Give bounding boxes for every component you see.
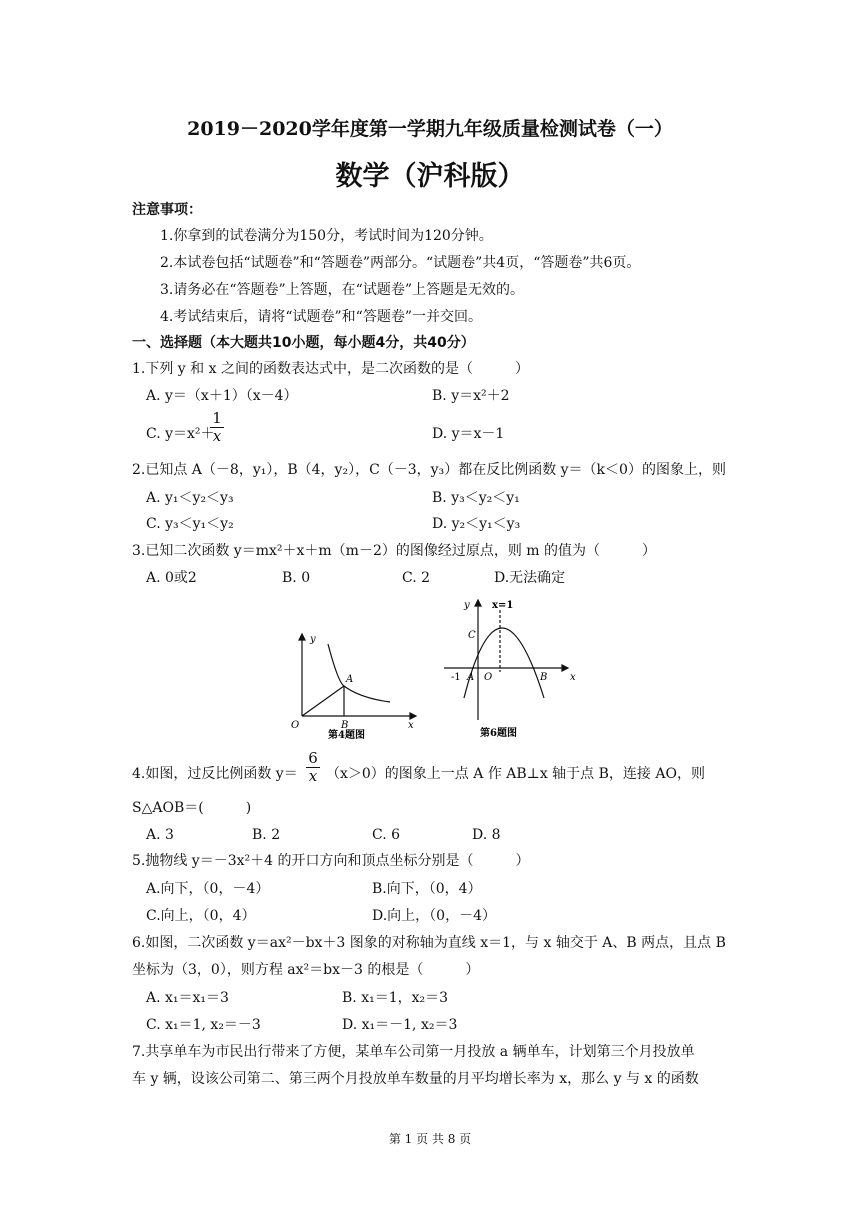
question-3-option-c: C. 2 [402,570,431,586]
question-6-option-d: D. x₁＝－1, x₂＝3 [342,1017,458,1033]
fraction-denominator: x [308,767,318,785]
question-4-option-b: B. 2 [252,827,281,843]
question-4-fraction [306,750,320,785]
exam-subject: 数学（沪科版） [335,161,525,192]
fig4-origin-label: O [291,720,300,731]
fraction-denominator: x [212,427,222,445]
fig4-caption: 第4题图 [328,730,365,740]
fig6-x-label: x [570,672,576,683]
question-2-stem: 2.已知点 A（－8，y₁），B（4，y₂），C（－3，y₃）都在反比例函数 y＝（k＜0）的图象上，则 [132,462,726,478]
question-6-stem-line2: 坐标为（3，0），则方程 ax²＝bx－3 的根是（ ） [132,962,480,978]
fig6-point-b-label: B [540,672,548,683]
fraction-numerator: 6 [306,750,320,768]
fig6-caption: 第6题图 [480,728,517,739]
question-3-stem: 3.已知二次函数 y＝mx²＋x＋m（m－2）的图像经过原点，则 m 的值为（ ） [132,543,657,559]
question-2-option-d: D. y₂＜y₁＜y₃ [432,516,521,532]
figure-6 [440,596,580,740]
fig6-y-arrow [475,600,481,606]
fig4-segment-ao [302,686,344,716]
section-heading: 一、选择题（本大题共10小题，每小题4分，共40分） [132,335,475,351]
fig4-y-arrow [299,634,305,640]
fig6-x-arrow [562,665,568,671]
notice-heading: 注意事项： [132,202,202,218]
question-4-stem-continued: （x＞0）的图象上一点 A 作 AB⊥x 轴于点 B，连接 AO，则 [326,766,705,782]
question-7-stem: 7.共享单车为市民出行带来了方便，某单车公司第一月投放 a 辆单车，计划第三个月投放单 [132,1044,695,1060]
exam-title: 2019－2020学年度第一学期九年级质量检测试卷（一） [187,118,673,140]
question-2-option-a: A. y₁＜y₂＜y₃ [146,490,234,506]
question-6-option-c: C. x₁＝1, x₂＝－3 [146,1017,261,1033]
question-1-fraction [210,410,224,445]
fig6-parabola [464,628,544,698]
question-1-option-c: C. y＝x²＋ [146,426,215,442]
fig4-point-a-label: A [346,674,354,685]
question-6-stem: 6.如图，二次函数 y＝ax²－bx＋3 图象的对称轴为直线 x＝1，与 x 轴交于 A、B 两点，且点 B [132,935,726,951]
question-4-option-c: C. 6 [372,827,401,843]
fig6-point-c-label: C [468,630,476,641]
question-7-stem-line2: 车 y 辆，设该公司第二、第三两个月投放单车数量的月平均增长率为 x，那么 y 与 x 的函数 [132,1071,699,1087]
question-4-stem-line2: S△AOB＝( ) [132,800,252,816]
fig4-point-b-label: B [341,720,349,731]
fraction-numerator: 1 [210,410,224,428]
question-5-stem: 5.抛物线 y＝－3x²＋4 的开口方向和顶点坐标分别是（ ） [132,853,530,869]
question-1-option-d: D. y＝x－1 [432,426,505,442]
question-4-option-a: A. 3 [146,827,174,843]
fig6-point-a-label: A [467,672,475,683]
fig6-neg1-label: -1 [451,672,461,683]
question-4-option-d: D. 8 [472,827,501,843]
question-3-option-d: D.无法确定 [494,570,566,586]
figure-4 [290,630,420,740]
question-2-option-c: C. y₃＜y₁＜y₂ [146,516,234,532]
question-5-option-d: D.向上，（0，－4） [372,908,496,924]
question-6-option-b: B. x₁＝1，x₂＝3 [342,990,449,1006]
fig4-y-label: y [310,634,316,645]
question-5-option-c: C.向上，（0，4） [146,908,256,924]
notice-item-4: 4.考试结束后，请将“试题卷”和“答题卷”一并交回。 [160,309,482,325]
fig4-hyperbola [328,644,390,702]
fig6-axis-label: x=1 [492,600,514,611]
fig4-x-label: x [408,720,414,731]
question-1-option-b: B. y＝x²＋2 [432,388,510,404]
question-1-option-a: A. y＝（x＋1）（x－4） [146,388,298,404]
question-4-stem: 4.如图，过反比例函数 y＝ [132,766,298,782]
notice-item-2: 2.本试卷包括“试题卷”和“答题卷”两部分。“试题卷”共4页，“答题卷”共6页。 [160,255,641,271]
question-6-option-a: A. x₁＝x₁＝3 [146,990,229,1006]
question-1-stem: 1.下列 y 和 x 之间的函数表达式中，是二次函数的是（ ） [132,361,529,377]
notice-item-1: 1.你拿到的试卷满分为150分，考试时间为120分钟。 [160,228,493,244]
question-5-option-b: B.向下，（0，4） [372,881,482,897]
question-3-option-a: A. 0或2 [146,570,197,586]
notice-item-3: 3.请务必在“答题卷”上答题，在“试题卷”上答题是无效的。 [160,282,524,298]
question-5-option-a: A.向下，（0，－4） [146,881,270,897]
question-2-option-b: B. y₃＜y₂＜y₁ [432,490,520,506]
page-footer: 第 1 页 共 8 页 [388,1132,472,1146]
question-3-option-b: B. 0 [282,570,311,586]
fig6-y-label: y [464,600,470,611]
fig6-origin-label: O [484,672,493,683]
fig4-x-arrow [410,713,416,719]
